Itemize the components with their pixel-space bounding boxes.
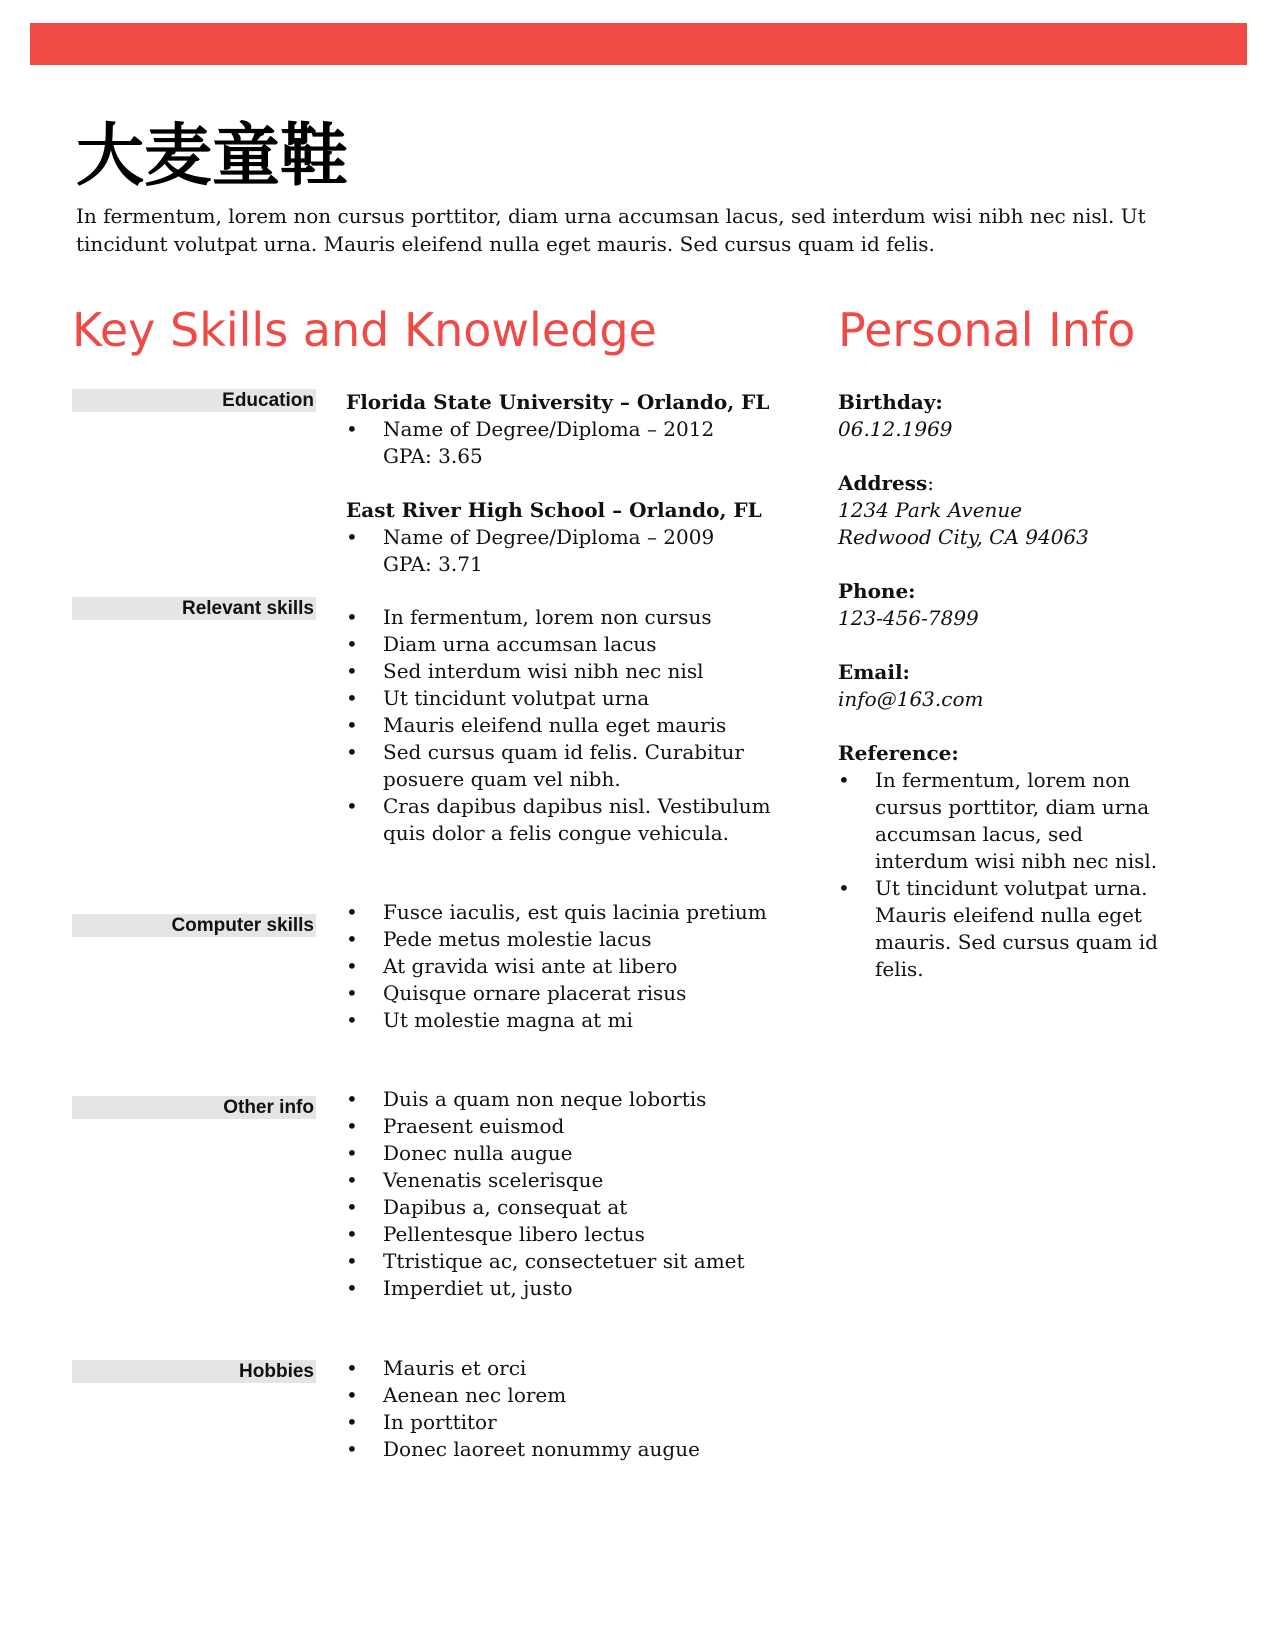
list-item: • Ttristique ac, consectetuer sit amet: [346, 1248, 816, 1275]
list-item: • Pede metus molestie lacus: [346, 926, 816, 953]
education-school: Florida State University – Orlando, FL: [346, 390, 770, 414]
degree: Name of Degree/Diploma – 2012: [383, 417, 715, 441]
other-info-label: Other info: [72, 1096, 316, 1119]
relevant-skills-label: Relevant skills: [72, 597, 316, 620]
list-item: • Mauris eleifend nulla eget mauris: [346, 712, 816, 739]
address-block: [838, 470, 1178, 551]
education-label: Education: [72, 389, 316, 412]
education-entry: [346, 497, 816, 578]
reference-list: [838, 767, 1178, 983]
list-item: • Fusce iaculis, est quis lacinia pretium: [346, 899, 816, 926]
list-item: • Sed interdum wisi nibh nec nisl: [346, 658, 816, 685]
education-entry: [346, 389, 816, 470]
list-item: • Mauris et orci: [346, 1355, 816, 1382]
list-item: [346, 416, 816, 443]
computer-skills-content: [346, 899, 816, 1034]
reference-block: [838, 740, 1178, 983]
list-item: • Venenatis scelerisque: [346, 1167, 816, 1194]
gpa: GPA: 3.65: [383, 444, 483, 468]
education-content: [346, 389, 816, 578]
reference-label: Reference:: [838, 741, 959, 765]
personal-info-heading: Personal Info: [838, 303, 1136, 357]
email-block: [838, 659, 1178, 713]
list-item: • Sed cursus quam id felis. Curabitur posuere quam vel nibh.: [346, 739, 816, 793]
other-info-list: [346, 1086, 816, 1302]
list-item: • Dapibus a, consequat at: [346, 1194, 816, 1221]
degree: Name of Degree/Diploma – 2009: [383, 525, 715, 549]
list-item: • Diam urna accumsan lacus: [346, 631, 816, 658]
computer-skills-label: Computer skills: [72, 914, 316, 937]
list-item: • At gravida wisi ante at libero: [346, 953, 816, 980]
header-accent-bar: [30, 23, 1247, 65]
list-item: • Donec nulla augue: [346, 1140, 816, 1167]
relevant-skills-content: [346, 604, 816, 847]
address-label: Address: [838, 471, 928, 495]
relevant-skills-list: [346, 604, 816, 847]
list-item: • Ut tincidunt volutpat urna. Mauris eleifend nulla eget mauris. Sed cursus quam id felis.: [838, 875, 1178, 983]
birthday-block: [838, 389, 1178, 443]
computer-skills-list: [346, 899, 816, 1034]
list-item: • Praesent euismod: [346, 1113, 816, 1140]
list-item: • Cras dapibus dapibus nisl. Vestibulum quis dolor a felis congue vehicula.: [346, 793, 816, 847]
education-details: [346, 416, 816, 443]
list-item: • Duis a quam non neque lobortis: [346, 1086, 816, 1113]
list-item: • Imperdiet ut, justo: [346, 1275, 816, 1302]
personal-info-column: [838, 389, 1178, 983]
birthday-label: Birthday:: [838, 390, 943, 414]
list-item: • In fermentum, lorem non cursus porttitor, diam urna accumsan lacus, sed interdum wisi nibh nec nisl.: [838, 767, 1178, 875]
list-item: • Donec laoreet nonummy augue: [346, 1436, 816, 1463]
address-label-line: [838, 470, 1178, 497]
hobbies-label: Hobbies: [72, 1360, 316, 1383]
address-colon: :: [927, 471, 935, 495]
intro-paragraph: In fermentum, lorem non cursus porttitor, diam urna accumsan lacus, sed interdum wisi nibh nec nisl. Ut tincidunt volutpat urna. Mauris eleifend nulla eget mauris. Sed cursus quam id felis.: [76, 204, 1146, 256]
list-item: • Pellentesque libero lectus: [346, 1221, 816, 1248]
address-line-1: 1234 Park Avenue: [838, 498, 1023, 522]
hobbies-content: [346, 1355, 816, 1463]
education-details: [346, 524, 816, 551]
list-item: [346, 524, 816, 551]
skills-heading: Key Skills and Knowledge: [72, 303, 657, 357]
hobbies-list: [346, 1355, 816, 1463]
gpa: GPA: 3.71: [383, 552, 483, 576]
list-item: • Ut tincidunt volutpat urna: [346, 685, 816, 712]
list-item: • In fermentum, lorem non cursus: [346, 604, 816, 631]
education-school: East River High School – Orlando, FL: [346, 498, 762, 522]
email-label: Email:: [838, 660, 910, 684]
birthday-value: 06.12.1969: [838, 417, 953, 441]
other-info-content: [346, 1086, 816, 1302]
email-value: info@163.com: [838, 687, 984, 711]
resume-name: 大麦童鞋: [76, 117, 349, 196]
phone-block: [838, 578, 1178, 632]
list-item: • Quisque ornare placerat risus: [346, 980, 816, 1007]
phone-value: 123-456-7899: [838, 606, 979, 630]
phone-label: Phone:: [838, 579, 916, 603]
list-item: • In porttitor: [346, 1409, 816, 1436]
list-item: • Aenean nec lorem: [346, 1382, 816, 1409]
address-line-2: Redwood City, CA 94063: [838, 525, 1089, 549]
list-item: • Ut molestie magna at mi: [346, 1007, 816, 1034]
